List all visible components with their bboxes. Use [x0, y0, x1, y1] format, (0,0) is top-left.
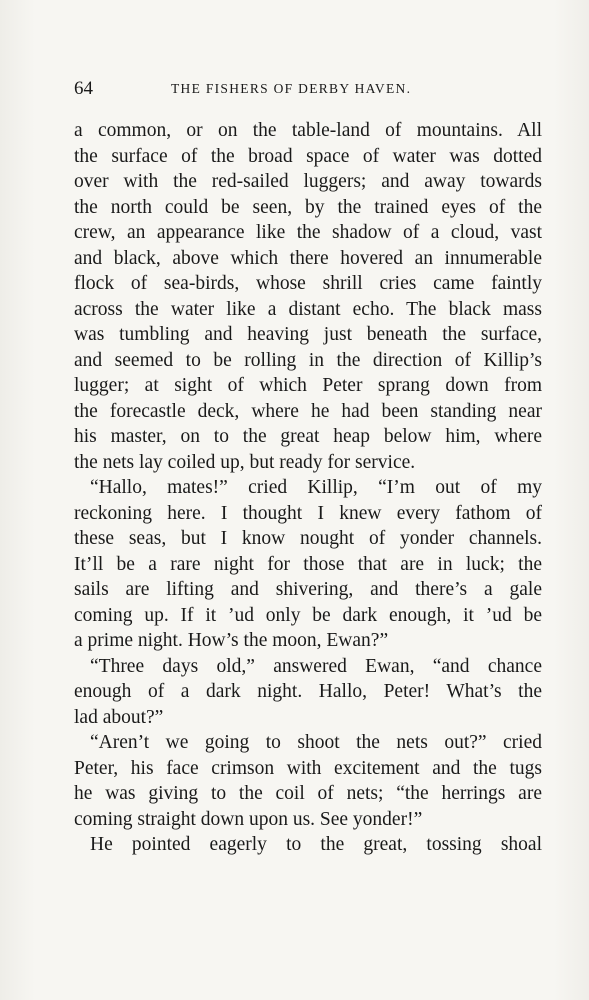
text-line: “Aren’t we going to shoot the nets out?” cried	[90, 732, 542, 753]
text-line: a prime night. How’s the moon, Ewan?”	[74, 630, 389, 651]
text-line: a common, or on the table-land of mountains. All	[74, 120, 542, 141]
running-head	[74, 78, 544, 102]
text-line: crew, an appearance like the shadow of a cloud, vast	[74, 222, 542, 243]
page-number: 64	[74, 78, 93, 99]
text-line: lad about?”	[74, 706, 164, 728]
text-line: He pointed eagerly to the great, tossing shoal	[90, 834, 542, 855]
text-line: the forecastle deck, where he had been standing near	[74, 400, 542, 422]
text-line: lugger; at sight of which Peter sprang down from	[74, 375, 542, 396]
body-text	[74, 118, 542, 858]
text-line: he was giving to the coil of nets; “the herrings are	[74, 783, 542, 804]
text-line: across the water like a distant echo. The black mass	[74, 298, 542, 320]
text-line: the north could be seen, by the trained eyes of the	[74, 196, 542, 218]
text-line: and seemed to be rolling in the direction of Killip’s	[74, 349, 542, 371]
text-line: It’ll be a rare night for those that are in luck; the	[74, 553, 542, 575]
text-line: flock of sea-birds, whose shrill cries came faintly	[74, 273, 542, 294]
text-line: “Hallo, mates!” cried Killip, “I’m out of my	[90, 477, 542, 498]
text-line: was tumbling and heaving just beneath the surface,	[74, 324, 542, 345]
text-line: coming straight down upon us. See yonder!”	[74, 808, 423, 830]
text-line: enough of a dark night. Hallo, Peter! What’s the	[74, 681, 542, 702]
text-line: the surface of the broad space of water was dotted	[74, 145, 542, 167]
text-line: Peter, his face crimson with excitement and the tugs	[74, 757, 542, 779]
text-line: coming up. If it ’ud only be dark enough, it ’ud be	[74, 604, 542, 626]
text-line: the nets lay coiled up, but ready for service.	[74, 451, 416, 473]
text-line: his master, on to the great heap below him, where	[74, 426, 542, 447]
text-line: and black, above which there hovered an innumerable	[74, 247, 542, 269]
text-line: over with the red-sailed luggers; and away towards	[74, 171, 542, 192]
text-line: these seas, but I know nought of yonder channels.	[74, 528, 542, 549]
text-line: reckoning here. I thought I knew every fathom of	[74, 502, 542, 524]
running-title: THE FISHERS OF DERBY HAVEN.	[171, 81, 412, 96]
text-line: “Three days old,” answered Ewan, “and chance	[90, 655, 542, 677]
text-line: sails are lifting and shivering, and there’s a gale	[74, 579, 542, 600]
